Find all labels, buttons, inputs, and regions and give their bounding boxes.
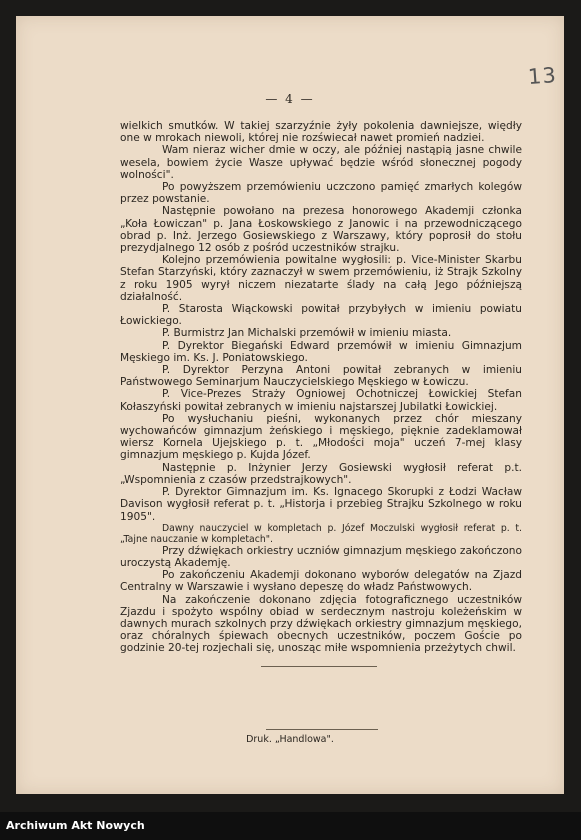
page-number: — 4 — (265, 92, 315, 106)
paragraph: Wam nieraz wicher dmie w oczy, ale później nastąpią jasne chwile wesela, bowiem życie Wasze upływać będzie wśród słonecznej pogody wolności". (120, 144, 522, 181)
paragraph: Kolejno przemówienia powitalne wygłosili: p. Vice-Minister Skarbu Stefan Starzyński, który zaznaczył w swem przemówieniu, iż Strajk Szkolny z roku 1905 wyrył niczem niezatarte ślady na całą Jego późniejszą działalność. (120, 254, 522, 303)
paragraph: Przy dźwiękach orkiestry uczniów gimnazjum męskiego zakończono uroczystą Akademję. (120, 544, 522, 569)
body-text (120, 120, 522, 655)
paragraph: Po powyższem przemówieniu uczczono pamięć zmarłych kolegów przez powstanie. (120, 181, 522, 206)
handwritten-page-number: 13 (527, 63, 558, 89)
paragraph: Po wysłuchaniu pieśni, wykonanych przez chór mieszany wychowańców gimnazjum żeńskiego i męskiego, pięknie zadeklamował wiersz Kornela Ujejskiego p. t. „Młodości moja" uczeń 7-mej klasy gimnazjum męskiego p. Kujda Józef. (120, 412, 522, 462)
paragraph: P. Starosta Wiąckowski powitał przybyłych w imieniu powiatu Łowickiego. (120, 303, 522, 328)
paragraph: wielkich smutków. W takiej szarzyźnie żyły pokolenia dawniejsze, więdły one w mrokach niewoli, której nie rozświecał nawet promień nadziei. (120, 120, 522, 145)
separator-line (266, 729, 378, 730)
document-page (16, 16, 564, 794)
paragraph: Następnie powołano na prezesa honorowego Akademji członka „Koła Łowiczan" p. Jana Łoskowskiego z Janowic i na przewodniczącego obrad p. Inż. Jerzego Gosiewskiego z Warszawy, który poprosił do stołu prezydjalnego 12 osób z pośród uczestników strajku. (120, 205, 522, 255)
paragraph: Na zakończenie dokonano zdjęcia fotograficznego uczestników Zjazdu i spożyto wspólny obiad w serdecznym nastroju koleżeńskim w dawnych murach szkolnych przy dźwiękach orkiestry gimnazjum męskiego, oraz chóralnych śpiewach obecnych uczestników, poczem Goście po godzinie 20-tej rozjechali się, unosząc miłe wspomnienia przeżytych chwil. (120, 593, 522, 655)
paragraph: P. Vice-Prezes Straży Ogniowej Ochotniczej Łowickiej Stefan Kołaszyński powitał zebranych w imieniu najstarszej Jubilatki Łowickiej. (120, 388, 522, 413)
paragraph: P. Dyrektor Biegański Edward przemówił w imieniu Gimnazjum Męskiego im. Ks. J. Poniatowskiego. (120, 339, 522, 364)
separator-line (261, 666, 377, 667)
archive-footer-bar (0, 812, 581, 840)
archive-label: Archiwum Akt Nowych (6, 819, 145, 832)
paragraph: P. Dyrektor Perzyna Antoni powitał zebranych w imieniu Państwowego Seminarjum Nauczycielskiego Męskiego w Łowiczu. (120, 364, 522, 389)
paragraph: Następnie p. Inżynier Jerzy Gosiewski wygłosił referat p.t. „Wspomnienia z czasów przedstrajkowych". (120, 461, 522, 486)
paragraph: P. Burmistrz Jan Michalski przemówił w imieniu miasta. (162, 327, 452, 340)
printer-imprint: Druk. „Handlowa". (246, 734, 334, 745)
paragraph: P. Dyrektor Gimnazjum im. Ks. Ignacego Skorupki z Łodzi Wacław Davison wygłosił referat p. t. „Historja i przebieg Strajku Szkolnego w roku 1905". (120, 486, 522, 523)
paragraph: Dawny nauczyciel w kompletach p. Józef Moczulski wygłosił referat p. t. „Tajne nauczanie w kompletach". (120, 522, 522, 545)
paragraph: Po zakończeniu Akademji dokonano wyborów delegatów na Zjazd Centralny w Warszawie i wysłano depeszę do władz Państwowych. (120, 569, 522, 594)
